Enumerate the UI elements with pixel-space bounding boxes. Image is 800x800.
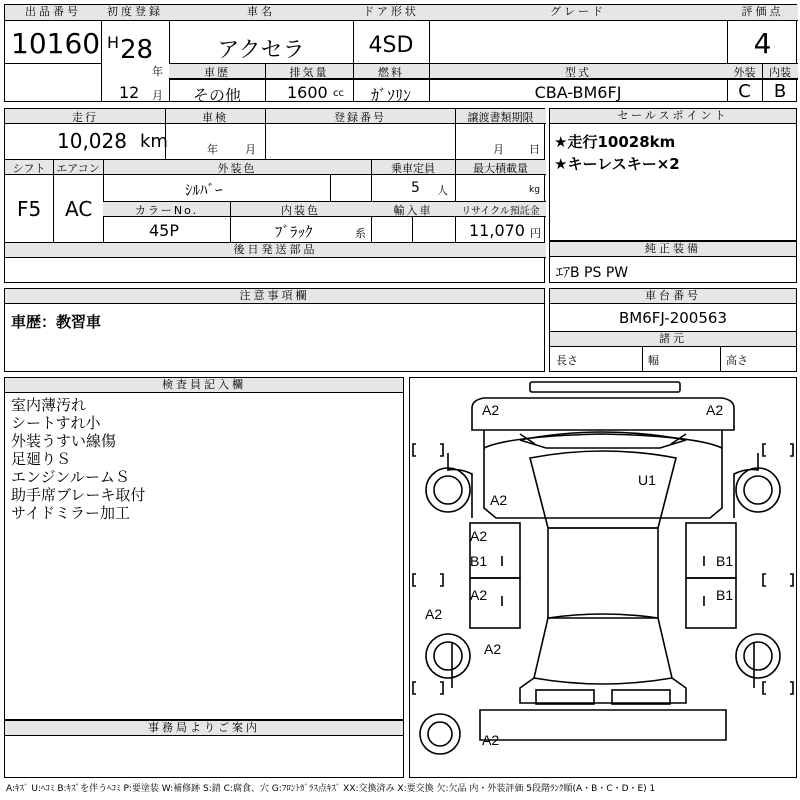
mark-front-left: A2 [482, 402, 500, 418]
history-value: その他 [192, 86, 241, 105]
office-label: 事務局よりご案内 [5, 721, 403, 736]
inspection-year: 年 [207, 143, 218, 156]
color-no-value: 45P [149, 221, 180, 240]
inspector-line-5: エンジンルームＳ [11, 468, 130, 486]
interior-color-label: 内装色 [281, 204, 320, 217]
transfer-month: 月 [493, 143, 504, 156]
fuel-value: ｶﾞｿﾘﾝ [370, 86, 411, 105]
inspector-panel [4, 377, 404, 720]
chassis-label: 車台番号 [550, 289, 796, 304]
interior-color-value: ﾌﾞﾗｯｸ [275, 223, 313, 241]
reg-year-unit: 年 [152, 65, 163, 78]
inspector-line-7: サイドミラー加工 [11, 504, 130, 522]
seats-label: 乗車定員 [391, 162, 435, 175]
mark-rear-left-door: A2 [470, 587, 488, 603]
reg-year: 28 [120, 35, 154, 65]
lot-number: 10160 [11, 27, 101, 60]
inspector-line-4: 足廻りＳ [11, 450, 72, 468]
inspector-line-2: シートすれ小 [11, 414, 101, 432]
reg-month: 12 [119, 83, 140, 102]
car-outline [410, 378, 796, 777]
mark-rear-right-door: B1 [716, 587, 734, 603]
history-label: 車歴 [204, 66, 230, 79]
sales-points-label: セールスポイント [550, 109, 796, 124]
mark-rear-left-quarter: A2 [484, 641, 502, 657]
load-label: 最大積載量 [473, 162, 528, 175]
mark-rear-bumper: A2 [482, 732, 500, 748]
inspector-label: 検査員記入欄 [5, 378, 403, 393]
sales-point-1: ★走行10028km [554, 133, 676, 151]
reg-era: H [107, 33, 120, 52]
mark-front-right: A2 [706, 402, 724, 418]
seats-unit: 人 [437, 184, 448, 197]
grade-label: グレード [429, 5, 727, 21]
shift-value: F5 [17, 197, 42, 221]
interior-label: 内装 [769, 66, 791, 79]
notes-value: 車歴：教習車 [11, 313, 102, 331]
notes-panel [4, 288, 545, 372]
load-unit: kg [529, 185, 540, 195]
mark-left-fender: A2 [490, 492, 508, 508]
height-label: 高さ [726, 354, 748, 367]
mark-front-right-door: B1 [716, 553, 734, 569]
mark-front-left-door-b: B1 [470, 553, 488, 569]
width-label: 幅 [648, 354, 659, 367]
color-no-label: カラーNo. [134, 204, 199, 217]
sales-points-panel [549, 108, 797, 241]
mark-left-rocker: A2 [425, 606, 443, 622]
transfer-label: 譲渡書類期限 [467, 111, 534, 124]
score-value: 4 [753, 27, 772, 60]
fuel-label: 燃料 [378, 66, 404, 79]
chassis-panel [549, 288, 797, 372]
equipment-label: 純正装備 [550, 242, 796, 257]
body-color-label: 外装色 [217, 162, 257, 175]
recycle-unit: 円 [530, 227, 541, 240]
interior-grade: B [773, 81, 787, 102]
mileage-value: 10,028 [57, 129, 127, 153]
inspector-line-3: 外装うすい線傷 [11, 432, 117, 450]
sales-point-2: ★キーレスキー×2 [554, 155, 680, 173]
car-name-label: 車名 [169, 5, 353, 21]
mileage-unit: km [140, 131, 168, 152]
exterior-label: 外装 [733, 66, 756, 79]
car-name: アクセラ [217, 38, 305, 63]
regno-label: 登録番号 [334, 111, 386, 124]
body-color-value: ｼﾙﾊﾞｰ [185, 181, 223, 199]
inspector-line-1: 室内薄汚れ [11, 396, 87, 414]
dimensions-label: 諸元 [550, 332, 796, 347]
recycle-value: 11,070 [469, 221, 525, 240]
office-panel [4, 720, 404, 778]
legend-text: A:ｷｽﾞ U:ﾍｺﾐ B:ｷｽﾞを伴うﾍｺﾐ P:要塗装 W:補修跡 S:錆 C:腐食、穴 G:ﾌﾛﾝﾄｶﾞﾗｽ点ｷｽﾞ XX:交換済み X:要交換 欠:欠品 内・外装評価 5段階ﾗﾝｸ順(A・B・C・D・E) 1 [6, 784, 656, 794]
inspection-month: 月 [245, 143, 256, 156]
recycle-label: リサイクル預託金 [461, 206, 540, 217]
mileage-label: 走行 [72, 111, 98, 124]
ac-value: AC [65, 197, 93, 221]
shift-label: シフト [12, 162, 46, 175]
door-value: 4SD [368, 33, 414, 58]
interior-color-unit: 系 [355, 227, 366, 240]
displacement-label: 排気量 [289, 66, 329, 79]
door-label: ドア形状 [353, 5, 429, 21]
reg-month-unit: 月 [152, 89, 163, 102]
vehicle-detail-table [4, 108, 545, 283]
mark-hood: U1 [638, 472, 656, 488]
model-value: CBA-BM6FJ [534, 83, 622, 102]
inspector-line-6: 助手席ブレーキ取付 [11, 486, 146, 504]
vehicle-header-table [4, 4, 797, 105]
model-label: 型式 [565, 66, 591, 79]
seats-value: 5 [411, 180, 420, 196]
damage-diagram [409, 377, 797, 778]
equipment-value: ｴｱB PS PW [556, 265, 629, 281]
equipment-panel [549, 241, 797, 283]
reg-label: 初度登録 [101, 5, 169, 21]
length-label: 長さ [556, 354, 578, 367]
import-label: 輸入車 [393, 204, 433, 217]
exterior-grade: C [738, 81, 751, 102]
displacement-value: 1600 [287, 83, 328, 102]
chassis-number: BM6FJ-200563 [619, 309, 727, 327]
mark-front-left-door-a: A2 [470, 528, 488, 544]
displacement-unit: cc [333, 88, 344, 99]
inspection-label: 車検 [202, 111, 228, 124]
notes-label: 注意事項欄 [5, 289, 544, 304]
score-label: 評価点 [727, 5, 798, 21]
ac-label: エアコン [56, 162, 100, 175]
lot-label: 出品番号 [5, 5, 101, 21]
parts-label: 後日発送部品 [5, 243, 546, 258]
transfer-day: 日 [529, 143, 540, 156]
